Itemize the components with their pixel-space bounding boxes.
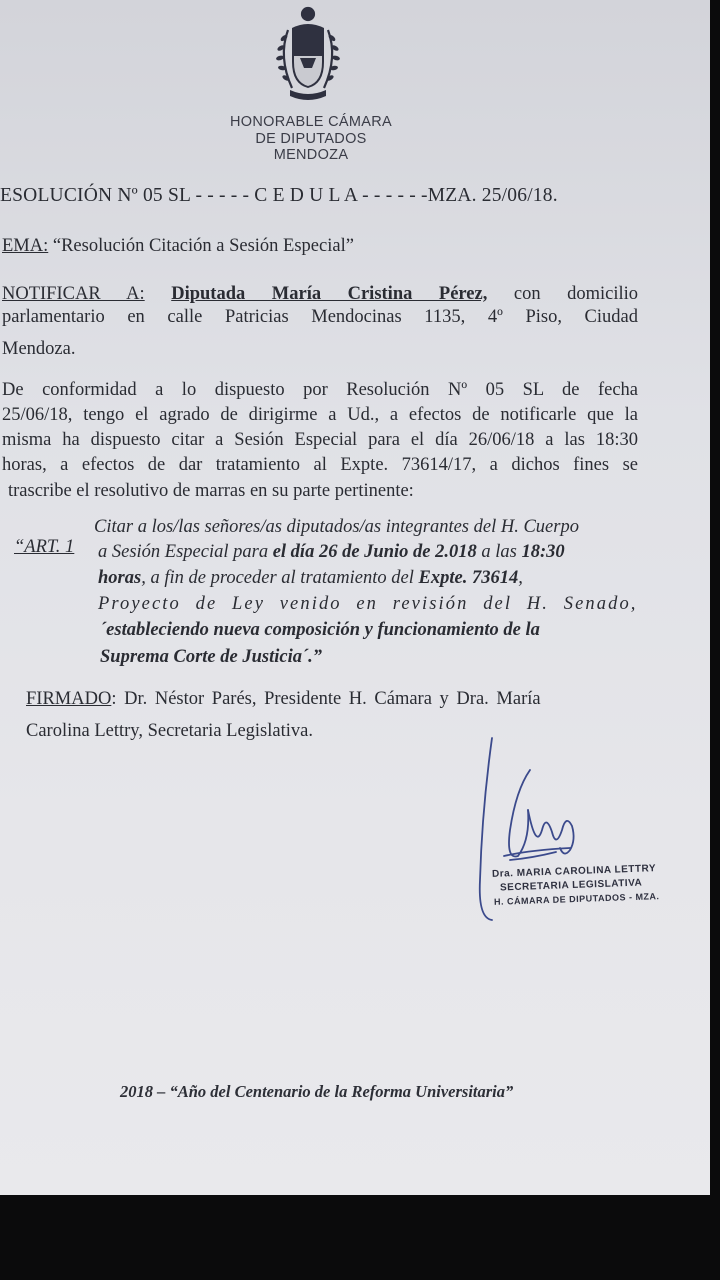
coat-of-arms-emblem (268, 2, 348, 106)
article-line-6: Suprema Corte de Justicia´.” (100, 647, 323, 667)
firmado-line1 (26, 689, 541, 710)
stamp-line-1: Dra. MARIA CAROLINA LETTRY (491, 863, 657, 880)
article-label: “ART. 1 (14, 537, 75, 557)
article-line-5: ´estableciendo nueva composición y funcionamiento de la (100, 620, 540, 640)
article-line-1: Citar a los/las señores/as diputados/as integrantes del H. Cuerpo (94, 517, 579, 537)
notificar-line2: parlamentario en calle Patricias Mendocinas 1135, 4º Piso, Ciudad (2, 307, 638, 327)
article-line-3b: , a fin de proceder al tratamiento del (141, 568, 419, 588)
notificar-line1 (2, 284, 638, 305)
article-expte: Expte. 73614 (418, 568, 519, 588)
article-time: 18:30 (521, 542, 565, 562)
notificar-rest: con domicilio (513, 284, 639, 304)
article-line-3 (98, 568, 523, 589)
body-line-2: 25/06/18, tengo el agrado de dirigirme a Ud., a efectos de notificarle que la (2, 405, 638, 425)
page-edge-shadow (710, 0, 720, 1195)
resolution-cedula-line: ESOLUCIÓN Nº 05 SL - - - - - C E D U L A - - - - - -MZA. 25/06/18. (0, 185, 558, 206)
org-name-line1: HONORABLE CÁMARA (230, 114, 392, 130)
tema-line (2, 236, 354, 257)
tema-text: “Resolución Citación a Sesión Especial” (52, 236, 354, 256)
firmado-label: FIRMADO (26, 689, 112, 709)
stamp-line-2: SECRETARIA LEGISLATIVA (499, 877, 643, 894)
stamp-line-3: H. CÁMARA DE DIPUTADOS - MZA. (493, 891, 660, 907)
article-line-2a: a Sesión Especial para (98, 542, 273, 562)
article-line-3d: , (518, 568, 523, 588)
notificar-label: NOTIFICAR A: (2, 284, 145, 304)
notificar-line3: Mendoza. (2, 339, 76, 359)
article-horas: horas (98, 568, 142, 588)
article-date: el día 26 de Junio de 2.018 (272, 542, 477, 562)
tema-label: EMA: (2, 236, 49, 256)
article-line-2 (98, 542, 565, 563)
body-line-3: misma ha dispuesto citar a Sesión Especial para el día 26/06/18 a las 18:30 (2, 430, 638, 450)
article-line-4: Proyecto de Ley venido en revisión del H. Senado, (98, 594, 638, 614)
firmado-line2: Carolina Lettry, Secretaria Legislativa. (26, 721, 313, 741)
article-line-2c: a las (476, 542, 522, 562)
firmado-rest: : Dr. Néstor Parés, Presidente H. Cámara y Dra. María (111, 689, 541, 709)
footer-motto: 2018 – “Año del Centenario de la Reforma Universitaria” (120, 1082, 514, 1101)
body-line-4: horas, a efectos de dar tratamiento al Expte. 73614/17, a dichos fines se (2, 455, 638, 475)
org-name-line2: DE DIPUTADOS MENDOZA (255, 131, 367, 163)
recipient-name: Diputada María Cristina Pérez, (171, 284, 488, 304)
body-line-1: De conformidad a lo dispuesto por Resolución Nº 05 SL de fecha (2, 380, 638, 400)
body-line-5: trascribe el resolutivo de marras en su parte pertinente: (8, 481, 414, 501)
